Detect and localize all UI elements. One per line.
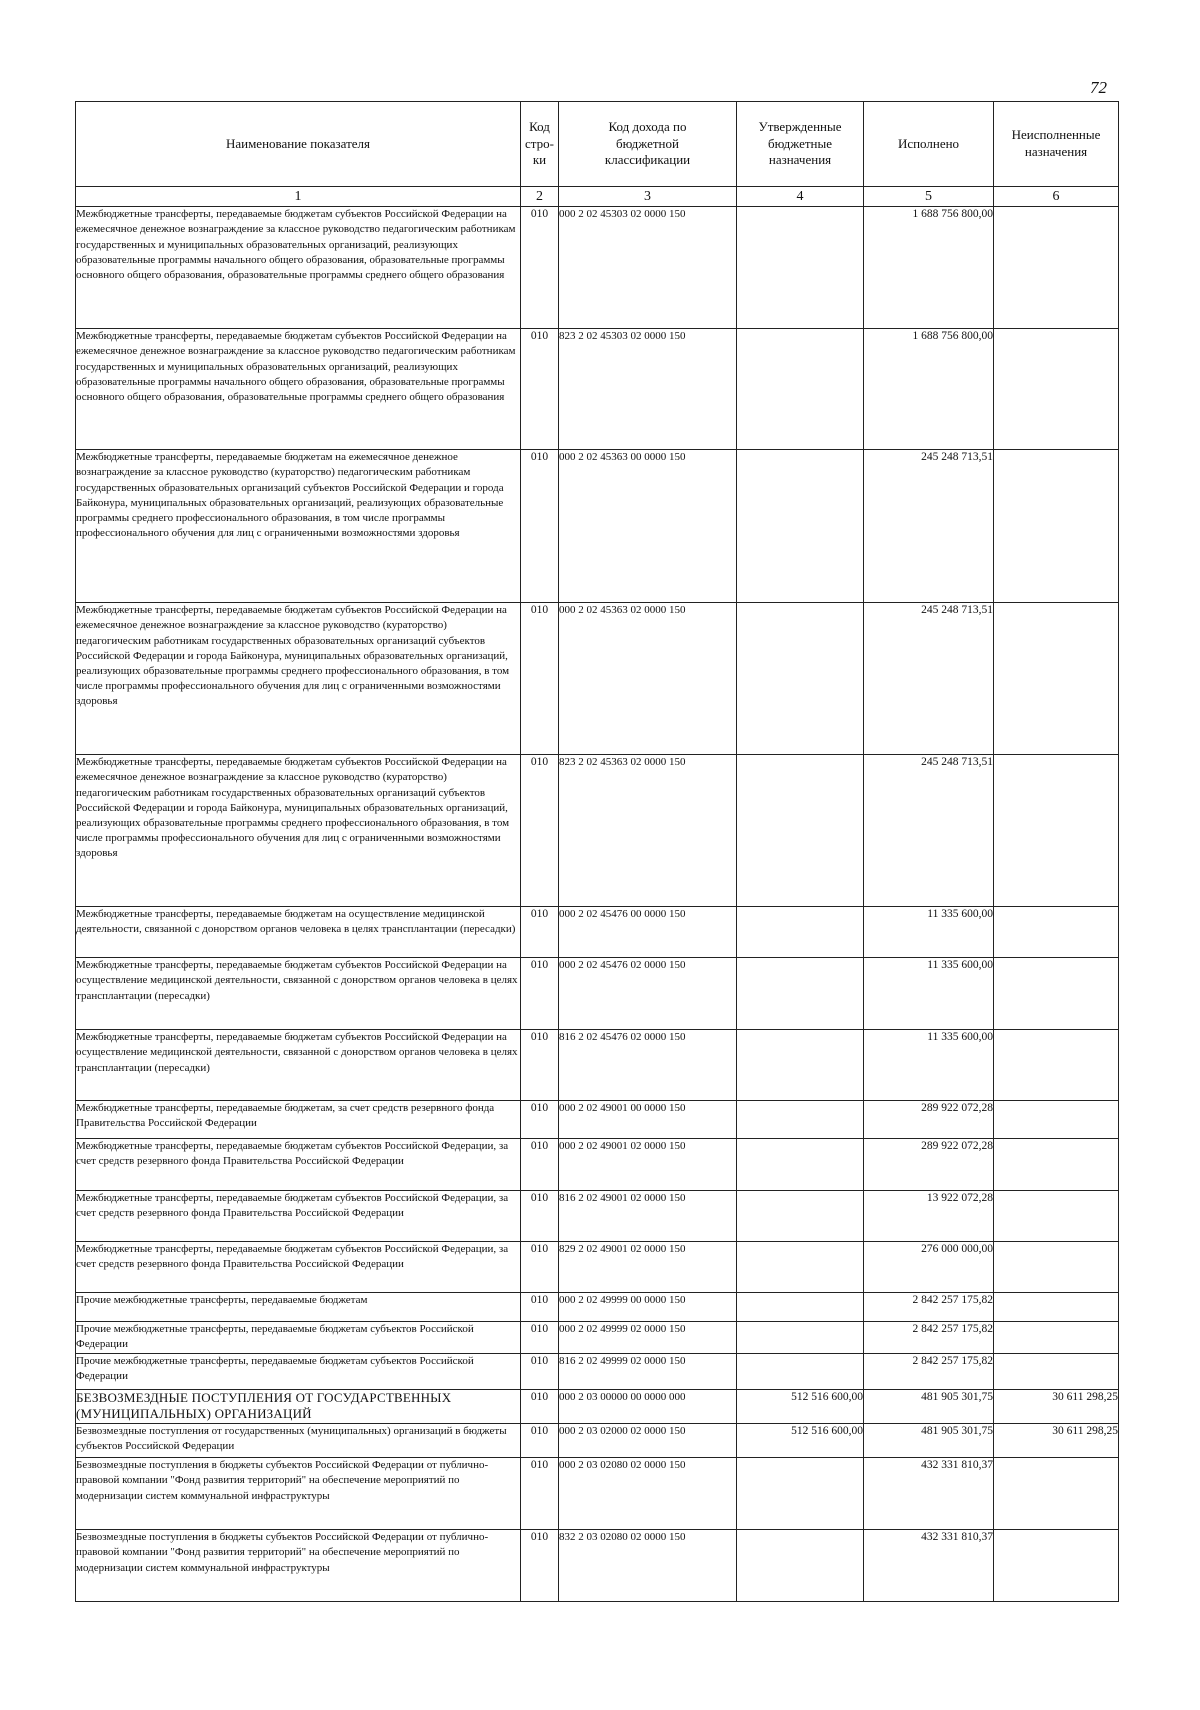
row-income-code: 000 2 02 49999 00 0000 150 (559, 1293, 737, 1322)
row-unexecuted: 30 611 298,25 (994, 1424, 1119, 1458)
row-line-code: 010 (521, 1191, 559, 1242)
row-unexecuted (994, 755, 1119, 907)
table-row (76, 1242, 1119, 1293)
table-row (76, 1390, 1119, 1424)
row-approved (737, 958, 864, 1030)
row-income-code: 832 2 03 02080 02 0000 150 (559, 1530, 737, 1602)
row-line-code: 010 (521, 755, 559, 907)
row-income-code: 823 2 02 45303 02 0000 150 (559, 329, 737, 450)
row-line-code: 010 (521, 958, 559, 1030)
row-unexecuted (994, 1293, 1119, 1322)
row-approved (737, 1293, 864, 1322)
row-name: Межбюджетные трансферты, передаваемые бюджетам, за счет средств резервного фонда Правительства Российской Федерации (76, 1101, 521, 1139)
header-line-code: Код стро-ки (521, 102, 559, 187)
table-row (76, 1030, 1119, 1101)
row-name: Прочие межбюджетные трансферты, передаваемые бюджетам (76, 1293, 521, 1322)
column-number: 6 (994, 187, 1119, 207)
row-line-code: 010 (521, 1322, 559, 1354)
row-name: Межбюджетные трансферты, передаваемые бюджетам на осуществление медицинской деятельности, связанной с донорством органов человека в целях трансплантации (пересадки) (76, 907, 521, 958)
row-name: Прочие межбюджетные трансферты, передаваемые бюджетам субъектов Российской Федерации (76, 1322, 521, 1354)
row-income-code: 000 2 02 45476 02 0000 150 (559, 958, 737, 1030)
row-approved (737, 1458, 864, 1530)
table-row (76, 1139, 1119, 1191)
row-line-code: 010 (521, 1139, 559, 1191)
row-income-code: 000 2 03 02000 02 0000 150 (559, 1424, 737, 1458)
row-name: БЕЗВОЗМЕЗДНЫЕ ПОСТУПЛЕНИЯ ОТ ГОСУДАРСТВЕННЫХ (МУНИЦИПАЛЬНЫХ) ОРГАНИЗАЦИЙ (76, 1390, 521, 1424)
row-unexecuted (994, 1139, 1119, 1191)
header-unexecuted: Неисполненные назначения (994, 102, 1119, 187)
row-executed: 11 335 600,00 (864, 958, 994, 1030)
row-line-code: 010 (521, 450, 559, 603)
row-executed: 276 000 000,00 (864, 1242, 994, 1293)
row-approved (737, 207, 864, 329)
row-income-code: 000 2 02 45476 00 0000 150 (559, 907, 737, 958)
row-line-code: 010 (521, 329, 559, 450)
row-unexecuted (994, 1458, 1119, 1530)
table-row (76, 603, 1119, 755)
column-number: 5 (864, 187, 994, 207)
row-unexecuted (994, 1191, 1119, 1242)
row-unexecuted (994, 329, 1119, 450)
row-approved (737, 603, 864, 755)
row-line-code: 010 (521, 907, 559, 958)
table-row (76, 450, 1119, 603)
column-number-row (76, 187, 1119, 207)
row-unexecuted (994, 1242, 1119, 1293)
row-income-code: 000 2 03 02080 02 0000 150 (559, 1458, 737, 1530)
row-unexecuted (994, 1030, 1119, 1101)
row-unexecuted (994, 207, 1119, 329)
row-approved (737, 450, 864, 603)
table-row (76, 755, 1119, 907)
table-row (76, 1191, 1119, 1242)
row-approved (737, 1322, 864, 1354)
row-approved (737, 1242, 864, 1293)
table-row (76, 1424, 1119, 1458)
row-executed: 2 842 257 175,82 (864, 1293, 994, 1322)
row-income-code: 816 2 02 45476 02 0000 150 (559, 1030, 737, 1101)
row-name: Межбюджетные трансферты, передаваемые бюджетам субъектов Российской Федерации на ежемесячное денежное вознаграждение за классное руководство педагогическим работникам государственных и муниципальных образовательных организаций, реализующих образовательные программы начального общего образования, образовательные программы основного общего образования, образовательные программы среднего общего образования (76, 207, 521, 329)
row-executed: 11 335 600,00 (864, 1030, 994, 1101)
row-executed: 481 905 301,75 (864, 1390, 994, 1424)
row-approved: 512 516 600,00 (737, 1424, 864, 1458)
row-line-code: 010 (521, 1242, 559, 1293)
row-name: Межбюджетные трансферты, передаваемые бюджетам субъектов Российской Федерации, за счет средств резервного фонда Правительства Российской Федерации (76, 1139, 521, 1191)
row-income-code: 000 2 02 49001 02 0000 150 (559, 1139, 737, 1191)
header-approved: Утвержденные бюджетные назначения (737, 102, 864, 187)
row-income-code: 000 2 02 49999 02 0000 150 (559, 1322, 737, 1354)
row-line-code: 010 (521, 1424, 559, 1458)
row-name: Межбюджетные трансферты, передаваемые бюджетам субъектов Российской Федерации на осуществление медицинской деятельности, связанной с донорством органов человека в целях трансплантации (пересадки) (76, 1030, 521, 1101)
row-income-code: 000 2 02 45363 02 0000 150 (559, 603, 737, 755)
row-name: Прочие межбюджетные трансферты, передаваемые бюджетам субъектов Российской Федерации (76, 1354, 521, 1390)
budget-execution-table (75, 101, 1119, 1602)
row-line-code: 010 (521, 1293, 559, 1322)
row-line-code: 010 (521, 1030, 559, 1101)
header-name: Наименование показателя (76, 102, 521, 187)
row-name: Межбюджетные трансферты, передаваемые бюджетам субъектов Российской Федерации, за счет средств резервного фонда Правительства Российской Федерации (76, 1242, 521, 1293)
row-name: Безвозмездные поступления в бюджеты субъектов Российской Федерации от публично-правовой компании "Фонд развития территорий" на обеспечение мероприятий по модернизации систем коммунальной инфраструктуры (76, 1458, 521, 1530)
header-executed: Исполнено (864, 102, 994, 187)
row-executed: 432 331 810,37 (864, 1530, 994, 1602)
row-executed: 2 842 257 175,82 (864, 1322, 994, 1354)
row-approved (737, 907, 864, 958)
row-approved (737, 1354, 864, 1390)
row-unexecuted (994, 1322, 1119, 1354)
row-line-code: 010 (521, 207, 559, 329)
row-name: Межбюджетные трансферты, передаваемые бюджетам субъектов Российской Федерации, за счет средств резервного фонда Правительства Российской Федерации (76, 1191, 521, 1242)
table-row (76, 1322, 1119, 1354)
row-income-code: 000 2 02 45363 00 0000 150 (559, 450, 737, 603)
row-approved (737, 1530, 864, 1602)
table-row (76, 907, 1119, 958)
row-unexecuted (994, 450, 1119, 603)
row-executed: 481 905 301,75 (864, 1424, 994, 1458)
row-unexecuted (994, 1101, 1119, 1139)
row-name: Межбюджетные трансферты, передаваемые бюджетам на ежемесячное денежное вознаграждение за классное руководство (кураторство) педагогическим работникам государственных образовательных организаций субъектов Российской Федерации и города Байконура, муниципальных образовательных организаций, реализующих образовательные программы среднего профессионального образования, в том числе программы профессионального обучения для лиц с ограниченными возможностями здоровья (76, 450, 521, 603)
row-approved (737, 1139, 864, 1191)
table-row (76, 207, 1119, 329)
row-approved (737, 1101, 864, 1139)
table-row (76, 1354, 1119, 1390)
row-executed: 432 331 810,37 (864, 1458, 994, 1530)
page-number: 72 (1090, 78, 1107, 97)
row-executed: 289 922 072,28 (864, 1139, 994, 1191)
row-executed: 1 688 756 800,00 (864, 207, 994, 329)
row-line-code: 010 (521, 1458, 559, 1530)
column-number: 2 (521, 187, 559, 207)
row-unexecuted: 30 611 298,25 (994, 1390, 1119, 1424)
row-line-code: 010 (521, 1354, 559, 1390)
row-unexecuted (994, 907, 1119, 958)
column-number: 3 (559, 187, 737, 207)
row-executed: 245 248 713,51 (864, 450, 994, 603)
row-line-code: 010 (521, 1390, 559, 1424)
table-row (76, 1101, 1119, 1139)
row-name: Межбюджетные трансферты, передаваемые бюджетам субъектов Российской Федерации на ежемесячное денежное вознаграждение за классное руководство педагогическим работникам государственных и муниципальных образовательных организаций, реализующих образовательные программы начального общего образования, образовательные программы основного общего образования, образовательные программы среднего общего образования (76, 329, 521, 450)
row-unexecuted (994, 603, 1119, 755)
table-row (76, 1458, 1119, 1530)
row-name: Межбюджетные трансферты, передаваемые бюджетам субъектов Российской Федерации на осуществление медицинской деятельности, связанной с донорством органов человека в целях трансплантации (пересадки) (76, 958, 521, 1030)
row-unexecuted (994, 1530, 1119, 1602)
row-approved: 512 516 600,00 (737, 1390, 864, 1424)
row-executed: 245 248 713,51 (864, 755, 994, 907)
row-executed: 1 688 756 800,00 (864, 329, 994, 450)
row-approved (737, 1191, 864, 1242)
row-approved (737, 755, 864, 907)
row-name: Безвозмездные поступления в бюджеты субъектов Российской Федерации от публично-правовой компании "Фонд развития территорий" на обеспечение мероприятий по модернизации систем коммунальной инфраструктуры (76, 1530, 521, 1602)
row-income-code: 000 2 02 45303 02 0000 150 (559, 207, 737, 329)
table-header-row (76, 102, 1119, 187)
row-name: Межбюджетные трансферты, передаваемые бюджетам субъектов Российской Федерации на ежемесячное денежное вознаграждение за классное руководство (кураторство) педагогическим работникам государственных образовательных организаций субъектов Российской Федерации и города Байконура, муниципальных образовательных организаций, реализующих образовательные программы среднего профессионального образования, в том числе программы профессионального обучения для лиц с ограниченными возможностями здоровья (76, 603, 521, 755)
row-line-code: 010 (521, 603, 559, 755)
header-income-code: Код дохода по бюджетной классификации (559, 102, 737, 187)
table-row (76, 329, 1119, 450)
row-executed: 245 248 713,51 (864, 603, 994, 755)
row-income-code: 000 2 02 49001 00 0000 150 (559, 1101, 737, 1139)
table-row (76, 1293, 1119, 1322)
row-income-code: 816 2 02 49001 02 0000 150 (559, 1191, 737, 1242)
row-income-code: 000 2 03 00000 00 0000 000 (559, 1390, 737, 1424)
row-income-code: 816 2 02 49999 02 0000 150 (559, 1354, 737, 1390)
column-number: 4 (737, 187, 864, 207)
row-name: Межбюджетные трансферты, передаваемые бюджетам субъектов Российской Федерации на ежемесячное денежное вознаграждение за классное руководство (кураторство) педагогическим работникам государственных образовательных организаций субъектов Российской Федерации и города Байконура, муниципальных образовательных организаций, реализующих образовательные программы среднего профессионального образования, в том числе программы профессионального обучения для лиц с ограниченными возможностями здоровья (76, 755, 521, 907)
row-income-code: 829 2 02 49001 02 0000 150 (559, 1242, 737, 1293)
row-unexecuted (994, 958, 1119, 1030)
row-executed: 289 922 072,28 (864, 1101, 994, 1139)
row-unexecuted (994, 1354, 1119, 1390)
row-executed: 13 922 072,28 (864, 1191, 994, 1242)
row-name: Безвозмездные поступления от государственных (муниципальных) организаций в бюджеты субъектов Российской Федерации (76, 1424, 521, 1458)
table-row (76, 1530, 1119, 1602)
row-executed: 2 842 257 175,82 (864, 1354, 994, 1390)
row-line-code: 010 (521, 1530, 559, 1602)
table-row (76, 958, 1119, 1030)
row-approved (737, 1030, 864, 1101)
row-approved (737, 329, 864, 450)
row-income-code: 823 2 02 45363 02 0000 150 (559, 755, 737, 907)
row-executed: 11 335 600,00 (864, 907, 994, 958)
column-number: 1 (76, 187, 521, 207)
row-line-code: 010 (521, 1101, 559, 1139)
